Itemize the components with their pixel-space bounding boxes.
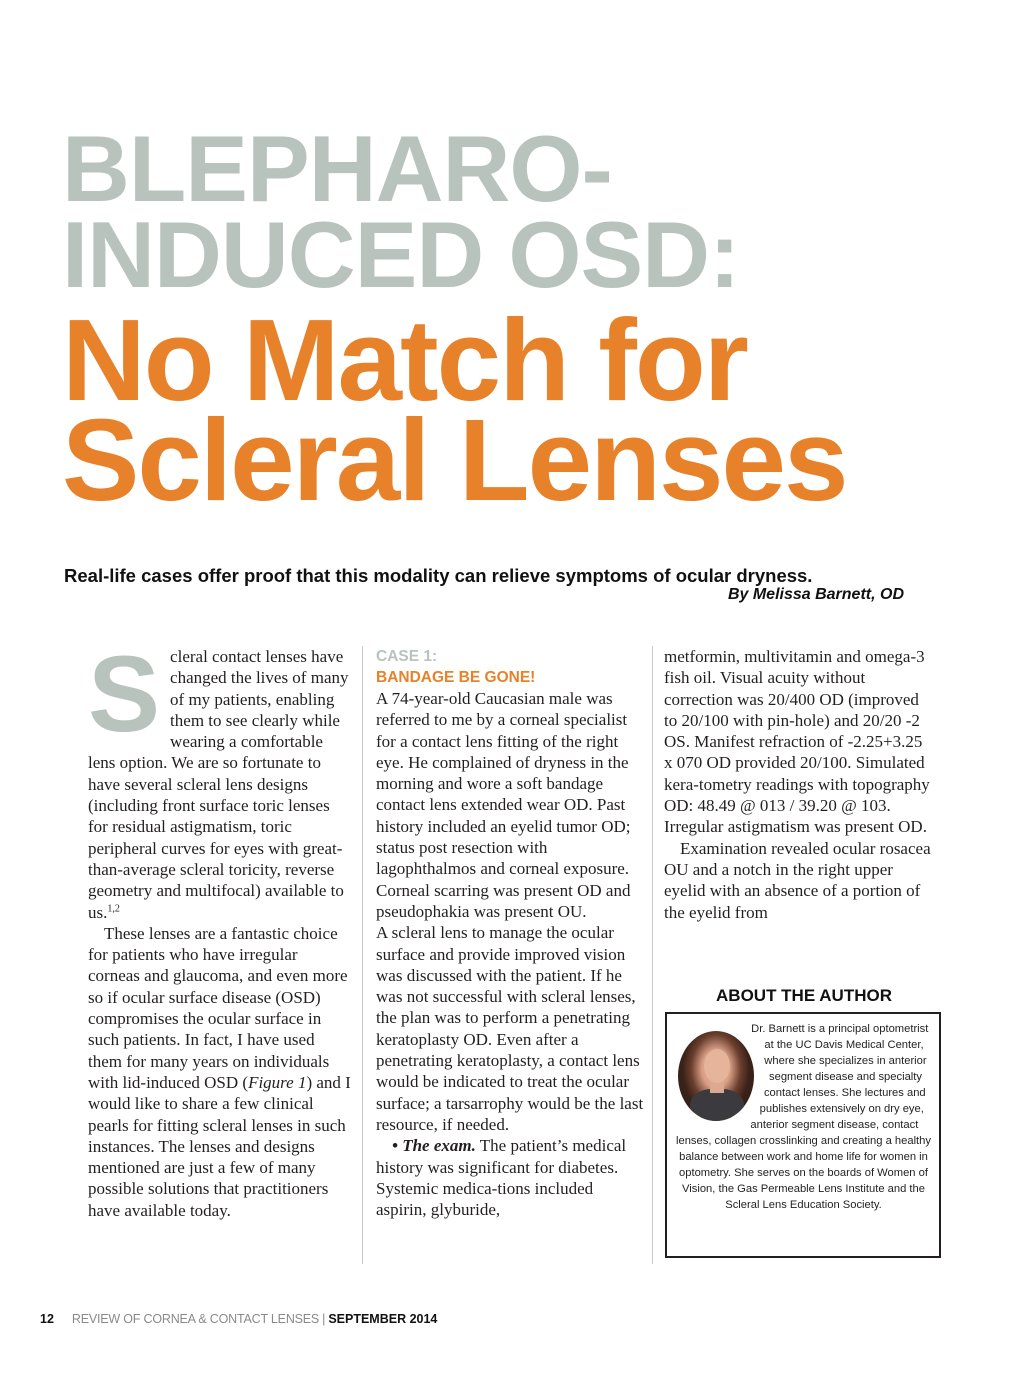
case-title: BANDAGE BE GONE!: [376, 669, 536, 686]
issue-date: SEPTEMBER 2014: [328, 1312, 438, 1326]
column-divider: [362, 646, 363, 1264]
paragraph-text: These lenses are a fantastic choice for patients who have irregular corneas and glaucoma, and even more so if ocular surface disease (OSD) compromises the ocular surface in such patients. In fact, I have used them for many years on individuals with lid-induced OSD (: [88, 923, 348, 1092]
intro-paragraph: [88, 633, 352, 923]
author-photo: [678, 1031, 754, 1121]
headline-line-2: INDUCED OSD:: [62, 202, 740, 307]
reference-superscript: 1,2: [107, 902, 120, 914]
paragraph: Examination revealed ocular rosacea OU and a notch in the right upper eyelid with an absence of a portion of the eyelid from: [664, 838, 931, 922]
text-column-1: [88, 633, 352, 1221]
author-bio: Dr. Barnett is a principal optometrist at the UC Davis Medical Center, where she specializes in anterior segment disease and specialty contact lenses. She lectures and publishes extensively on dry eye, anterior segment disease, contact lenses, collagen crosslinking and creating a healthy balance between work and home life for women in optometry. She serves on the boards of Women of Vision, the Gas Permeable Lens Institute and the Scleral Lens Education Society.: [676, 1023, 931, 1211]
figure-reference: Figure 1: [248, 1072, 307, 1092]
page-footer: [40, 1312, 437, 1326]
paragraph-text: The patient’s medical history was significant for diabetes. Systemic medica-tions included aspirin, glyburide,: [376, 1136, 627, 1220]
about-author-box: [665, 1012, 941, 1258]
drop-cap: S: [88, 633, 161, 754]
about-author-heading: ABOUT THE AUTHOR: [716, 986, 892, 1005]
headline-line-4: Scleral Lenses: [62, 395, 847, 525]
text-column-2: [376, 646, 644, 1220]
headline-line-1: BLEPHARO-: [62, 116, 612, 221]
paragraph: [376, 1135, 644, 1220]
headline-line-3: No Match for: [62, 295, 747, 425]
publication-name: REVIEW OF CORNEA & CONTACT LENSES: [71, 1312, 320, 1326]
paragraph: A 74-year-old Caucasian male was referred to me by a corneal specialist for a contact lens fitting of the right eye. He complained of dryness in the morning and wore a soft bandage contact lens extended wear OD. Past history included an eyelid tumor OD; status post resection with lagophthalmos and corneal exposure. Corneal scarring was present OD and pseudophakia was present OU.: [376, 689, 631, 921]
photo-face: [704, 1049, 730, 1083]
page-number: 12: [40, 1312, 54, 1326]
column-divider: [652, 646, 653, 1264]
article-subtitle: Real-life cases offer proof that this modality can relieve symptoms of ocular dryness.: [64, 565, 813, 586]
case-label: CASE 1:: [376, 648, 438, 665]
footer-separator: |: [322, 1312, 326, 1326]
paragraph-text: ) and I would like to share a few clinical pearls for fitting scleral lenses in such instances. The lenses and designs mentioned are just a few of many possible solutions that practitioners have available today.: [88, 1072, 351, 1220]
article-byline: By Melissa Barnett, OD: [727, 586, 904, 603]
photo-shoulders: [690, 1089, 744, 1121]
intro-text: cleral contact lenses have changed the lives of many of my patients, enabling them to see clearly while wearing a comfortable lens option. We are so fortunate to have several scleral lens designs (including front surface toric lenses for residual astigmatism, toric peripheral curves for eyes with great-than-average scleral toricity, reverse geometry and multifocal) available to us.: [88, 647, 349, 922]
text-column-3: [664, 646, 934, 923]
paragraph: A scleral lens to manage the ocular surface and provide improved vision was discussed with the patient. If he was not successful with scleral lenses, the plan was to perform a penetrating keratoplasty OD. Even after a penetrating keratoplasty, a contact lens would be indicated to treat the ocular surface; a tarsarrophy would be the last resource, if needed.: [376, 923, 644, 1134]
paragraph: [88, 923, 352, 1221]
paragraph: metformin, multivitamin and omega-3 fish oil. Visual acuity without correction was 20/400 OD (improved to 20/100 with pin-hole) and 20/20 -2 OS. Manifest refraction of -2.25+3.25 x 070 OD provided 20/100. Simulated kera-tometry readings with topography OD: 48.49 @ 013 / 39.20 @ 103. Irregular astigmatism was present OD.: [664, 647, 930, 837]
article-headline: [62, 116, 992, 525]
exam-subhead: The exam.: [402, 1136, 476, 1156]
bullet-icon: •: [392, 1136, 398, 1156]
